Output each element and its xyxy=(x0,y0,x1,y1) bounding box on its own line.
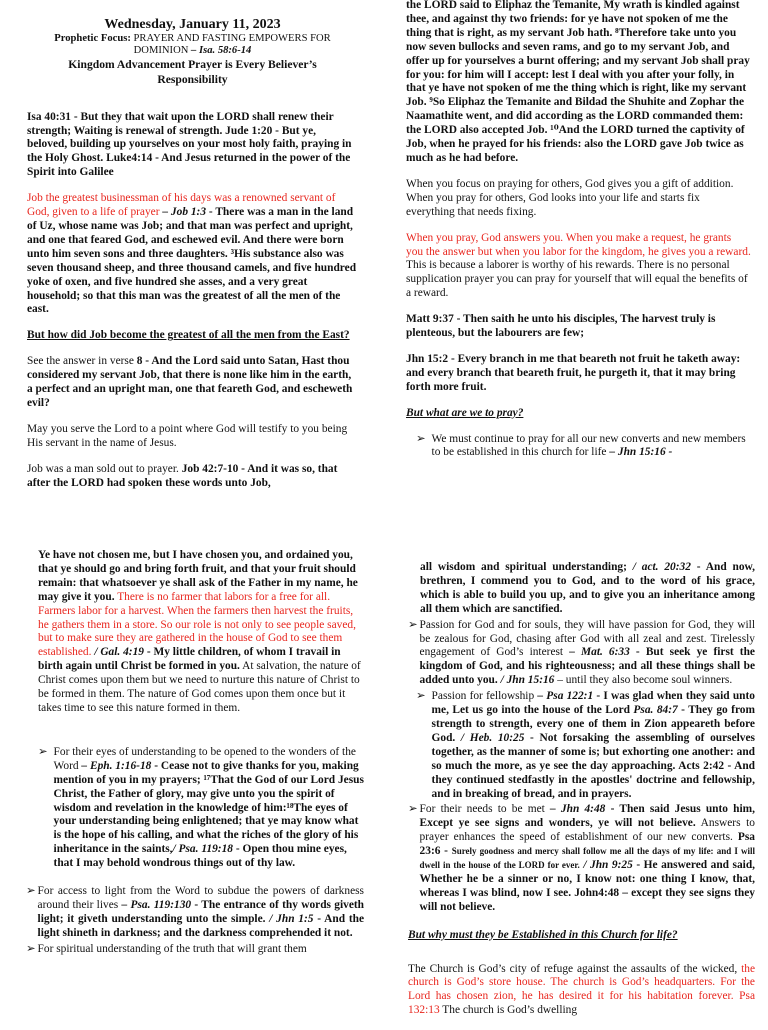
fellowship-text xyxy=(432,690,755,801)
refuge-red-text: the church is God’s store house. The church is God’s headquarters. For the Lord has chosen zion, he has desired it for his habitation forever. Psa 132:13 xyxy=(408,962,756,1017)
page-date: Wednesday, January 11, 2023 xyxy=(104,17,281,32)
bullet-light-text xyxy=(38,885,364,941)
job-red-text: Job the greatest businessman of his days was a renowned servant of God, given to a life of prayer xyxy=(27,192,336,219)
bullet-text xyxy=(432,433,751,461)
focus-ref: – Isa. 58:6-14 xyxy=(191,44,252,56)
paragraph-eliphaz: the LORD said to Eliphaz the Temanite, My wrath is kindled against thee, and against thy two friends: for ye have not spoken of me the thing that is right, as my servant Job hath. ⁸Therefore take unto you now seven bullocks and seven rams, and go to my servant Job, and offer up for yourselves a burnt offering; and my servant Job shall pray for you: for him will I accept: lest I deal with you after your folly, in that ye have not spoken of me the thing which is right, like my servant Job. ⁹So Eliphaz the Temanite and Bildad the Shuhite and Zophar the Naamathite went, and did according as the LORD commanded them: the LORD also accepted Job. ¹⁰And the LORD turned the captivity of Job, when he prayed for his friends: also the LORD gave Job twice as much as he had before. xyxy=(406,0,750,164)
paragraph-answer-verse xyxy=(27,355,358,411)
jhn-9-verse: - He answered and said, Whether he be a sinner or no, I know not: one thing I know, that, whereas I was blind, now I see. John4:48 – except they see signs they will not believe. xyxy=(419,859,755,913)
passion-god-text xyxy=(420,619,755,689)
paragraph-matt-9-37: Matt 9:37 - Then saith he unto his disciples, The harvest truly is plenteous, but the labourers are few; xyxy=(406,313,716,340)
mat-verse: - But seek ye first the kingdom of God, and his righteousness; and all these things shall be added unto you. xyxy=(419,646,755,687)
passion-plain: Passion for God and for souls, they will have passion for God, they will be zealous for God, chasing after God with all zeal and zest. Tirelessly engagement of God’s interest xyxy=(419,618,755,659)
gal-ref: / Gal. 4:19 xyxy=(91,646,144,659)
paragraph-jhn-15-2: Jhn 15:2 - Every branch in me that beareth not fruit he taketh away: and every branch that beareth fruit, he purgeth it, that it may bring forth more fruit. xyxy=(406,352,741,393)
job-verse: - There was a man in the land of Uz, whose name was Job; and that man was perfect and upright, and one that feared God, and eschewed evil. And there were born unto him seven sons and three daughters. ³His substance also was seven thousand sheep, and three thousand camels, and five hundred yoke of oxen, and five hundred she asses, and a very great household; so that this man was the greatest of all the men of the east. xyxy=(27,206,357,316)
reward-rest: This is because a laborer is worthy of his rewards. There is no personal supplication prayer you can pray for yourself that will equal the benefits of a reward. xyxy=(406,259,748,300)
arrow-bullet-icon: ➢ xyxy=(38,745,48,758)
sold-out-plain: Job was a man sold out to prayer. xyxy=(27,462,182,475)
eph-ref: – Eph. 1:16-18 xyxy=(78,759,152,772)
bullet-ref: – Jhn 15:16 - xyxy=(606,446,673,459)
arrow-bullet-icon: ➢ xyxy=(416,432,426,445)
heb-ref: / Heb. 10:25 xyxy=(455,731,525,744)
paragraph-wisdom xyxy=(408,561,755,617)
question-how-job: But how did Job become the greatest of all the men from the East? xyxy=(27,329,350,342)
job-ref: – Job 1:3 xyxy=(159,206,207,219)
page-subtitle: Kingdom Advancement Prayer is Every Believer’s Responsibility xyxy=(68,58,317,86)
question-what-pray: But what are we to pray? xyxy=(406,406,524,419)
fellowship-plain: Passion for fellowship xyxy=(431,690,535,703)
jhn-1-verse: - And the light shineth in darkness; and the darkness comprehended it not. xyxy=(37,912,365,939)
refuge-plain: The Church is God’s city of refuge against the assaults of the wicked, xyxy=(408,962,738,975)
bullet-needs-met xyxy=(408,803,755,914)
psa-122-ref: – Psa 122:1 xyxy=(534,690,594,703)
passion-rest: – until they also become soul winners. xyxy=(554,674,733,687)
psa-122-verse: - I was glad when they said unto me, Let us go into the house of the Lord xyxy=(431,690,755,717)
paragraph-job-greatest xyxy=(27,192,358,317)
column-bottom-left xyxy=(26,549,365,957)
arrow-bullet-icon: ➢ xyxy=(416,690,426,703)
arrow-bullet-icon: ➢ xyxy=(26,942,36,955)
focus-text: PRAYER AND FASTING EMPOWERS FOR DOMINION xyxy=(133,33,331,56)
paragraph-chosen-you xyxy=(38,549,364,716)
acts-verse: - And now, brethren, I commend you to God, and to the word of his grace, which is able to build you up, and to give you an inheritance among all them which are sanctified. xyxy=(420,561,756,615)
farmer-red-text: There is no farmer that labors for a free for all. Farmers labor for a harvest. When the farmers then harvest the fruits, he gathers them in a store. So our role is not only to see people saved, but to make sure they are gathered in the house of God to see them established. xyxy=(38,590,356,659)
arrow-bullet-icon: ➢ xyxy=(408,803,418,816)
arrow-bullet-icon: ➢ xyxy=(408,618,418,631)
paragraph-gift-addition: When you focus on praying for others, God gives you a gift of addition. When you pray for others, God looks into your life and starts fix everything that needs fixing. xyxy=(406,177,734,218)
sold-out-verse: Job 42:7-10 - And it was so, that after the LORD had spoken these words unto Job, xyxy=(27,462,338,489)
jhn-15-16-ref: / Jhn 15:16 xyxy=(497,674,555,687)
column-bottom-right xyxy=(408,561,755,1030)
bullet-fellowship xyxy=(416,690,755,801)
column-top-left xyxy=(27,16,358,502)
acts-ref: / act. 20:32 xyxy=(626,561,691,573)
chosen-verse: Ye have not chosen me, but I have chosen you, and ordained you, that ye should go and bring forth fruit, and that your fruit should remain: that whatsoever ye shall ask of the Father in my name, he may give it you. xyxy=(38,549,358,603)
prophetic-focus xyxy=(27,33,358,56)
psa-23-ref: Psa 23:6 - xyxy=(419,831,755,858)
reward-red-text: When you pray, God answers you. When you make a request, he grants you the answer but when you labor for the kingdom, he gives you a reward. xyxy=(406,231,751,258)
jhn-4-verse: - Then said Jesus unto him, Except ye see signs and wonders, ye will not believe. xyxy=(419,803,756,830)
needs-plain2: Answers to prayer enhances the speed of establishment of our new converts. xyxy=(419,817,755,844)
paragraph-may-you-serve: May you serve the Lord to a point where God will testify to you being His servant in the name of Jesus. xyxy=(27,422,348,449)
eyes-plain: For their eyes of understanding to be opened to the wonders of the Word xyxy=(53,745,356,772)
bullet-passion-god xyxy=(408,619,755,689)
question-why-established: But why must they be Established in this Church for life? xyxy=(408,928,678,941)
paragraph-city-refuge xyxy=(408,963,755,1019)
light-plain: For access to light from the Word to subdue the powers of darkness around their lives xyxy=(37,885,364,911)
psa-verse: - Open thou mine eyes, that I may behold wondrous things out of thy law. xyxy=(53,843,347,870)
wisdom-bold: all wisdom and spiritual understanding; xyxy=(420,561,627,573)
salvation-text: At salvation, the nature of Christ comes upon them but we need to nurture this nature of Christ to be formed in them. The nature of God comes upon them once but it takes time to see this nature formed in them. xyxy=(38,660,361,714)
needs-text xyxy=(420,803,755,914)
gal-verse: - My little children, of whom I travail in birth again until Christ be formed in you. xyxy=(38,646,341,673)
jhn-4-ref: – Jhn 4:48 xyxy=(544,803,606,816)
answer-verse: 8 - And the Lord said unto Satan, Hast thou considered my servant Job, that there is none like him in the earth, a perfect and an upright man, one that feareth God, and escheweth evil? xyxy=(27,355,353,409)
heb-verse: - Not forsaking the assembling of ourselves together, as the manner of some is; but exhorting one another: and so much the more, as ye see the day approaching. Acts 2:42 - And they continued stedfastly in the apostles' doctrine and fellowship, and in breaking of bread, and in prayers. xyxy=(431,731,755,800)
psa-23-verse: Surely goodness and mercy shall follow me all the days of my life: and I will dwell in the house of the LORD for ever. xyxy=(419,846,755,871)
column-top-right xyxy=(406,0,751,460)
jhn-9-ref: / Jhn 9:25 xyxy=(579,859,633,872)
bullet-spiritual-understanding xyxy=(26,943,364,957)
arrow-bullet-icon: ➢ xyxy=(26,885,36,898)
bullet-plain: We must continue to pray for all our new converts and new members to be established in this church for life xyxy=(431,432,746,459)
paragraph-sold-out xyxy=(27,463,358,491)
psa-ref: / Psa. 119:18 xyxy=(172,843,233,856)
focus-prefix: Prophetic Focus: xyxy=(54,33,131,45)
refuge-rest: The church is God’s dwelling xyxy=(439,1004,578,1017)
spiritual-plain: For spiritual understanding of the truth that will grant them xyxy=(37,942,307,955)
bullet-new-converts xyxy=(406,433,751,461)
paragraph-isa-40-31: Isa 40:31 - But they that wait upon the LORD shall renew their strength; Waiting is renewal of strength. Jude 1:20 - But ye, beloved, building up yourselves on your most holy faith, praying in the Holy Ghost. Luke4:14 - And Jesus returned in the power of the Spirit into Galilee xyxy=(27,110,352,179)
psa-119-verse: - The entrance of thy words giveth light; it giveth understanding unto the simple. xyxy=(37,898,365,925)
needs-plain: For their needs to be met xyxy=(419,803,545,816)
mat-ref: – Mat. 6:33 xyxy=(563,646,630,659)
psa-119-ref: – Psa. 119:130 xyxy=(118,898,192,911)
paragraph-reward xyxy=(406,232,751,302)
psa-84-verse: - They go from strength to strength, every one of them in Zion appeareth before God. xyxy=(431,704,755,744)
bullet-eyes-text xyxy=(54,746,364,871)
bullet-access-light xyxy=(26,885,364,941)
eph-verse: - Cease not to give thanks for you, making mention of you in my prayers; ¹⁷That the God of our Lord Jesus Christ, the Father of glory, may give unto you the spirit of wisdom and revelation in the knowledge of him:¹⁸The eyes of your understanding being enlightened; that ye may know what is the hope of his calling, and what the riches of the glory of his inheritance in the saints, xyxy=(53,759,364,856)
bullet-eyes-understanding xyxy=(38,746,364,871)
answer-plain: See the answer in verse xyxy=(27,355,137,368)
psa-84-ref: Psa. 84:7 xyxy=(629,704,678,717)
jhn-1-ref: / Jhn 1:5 xyxy=(265,912,314,925)
